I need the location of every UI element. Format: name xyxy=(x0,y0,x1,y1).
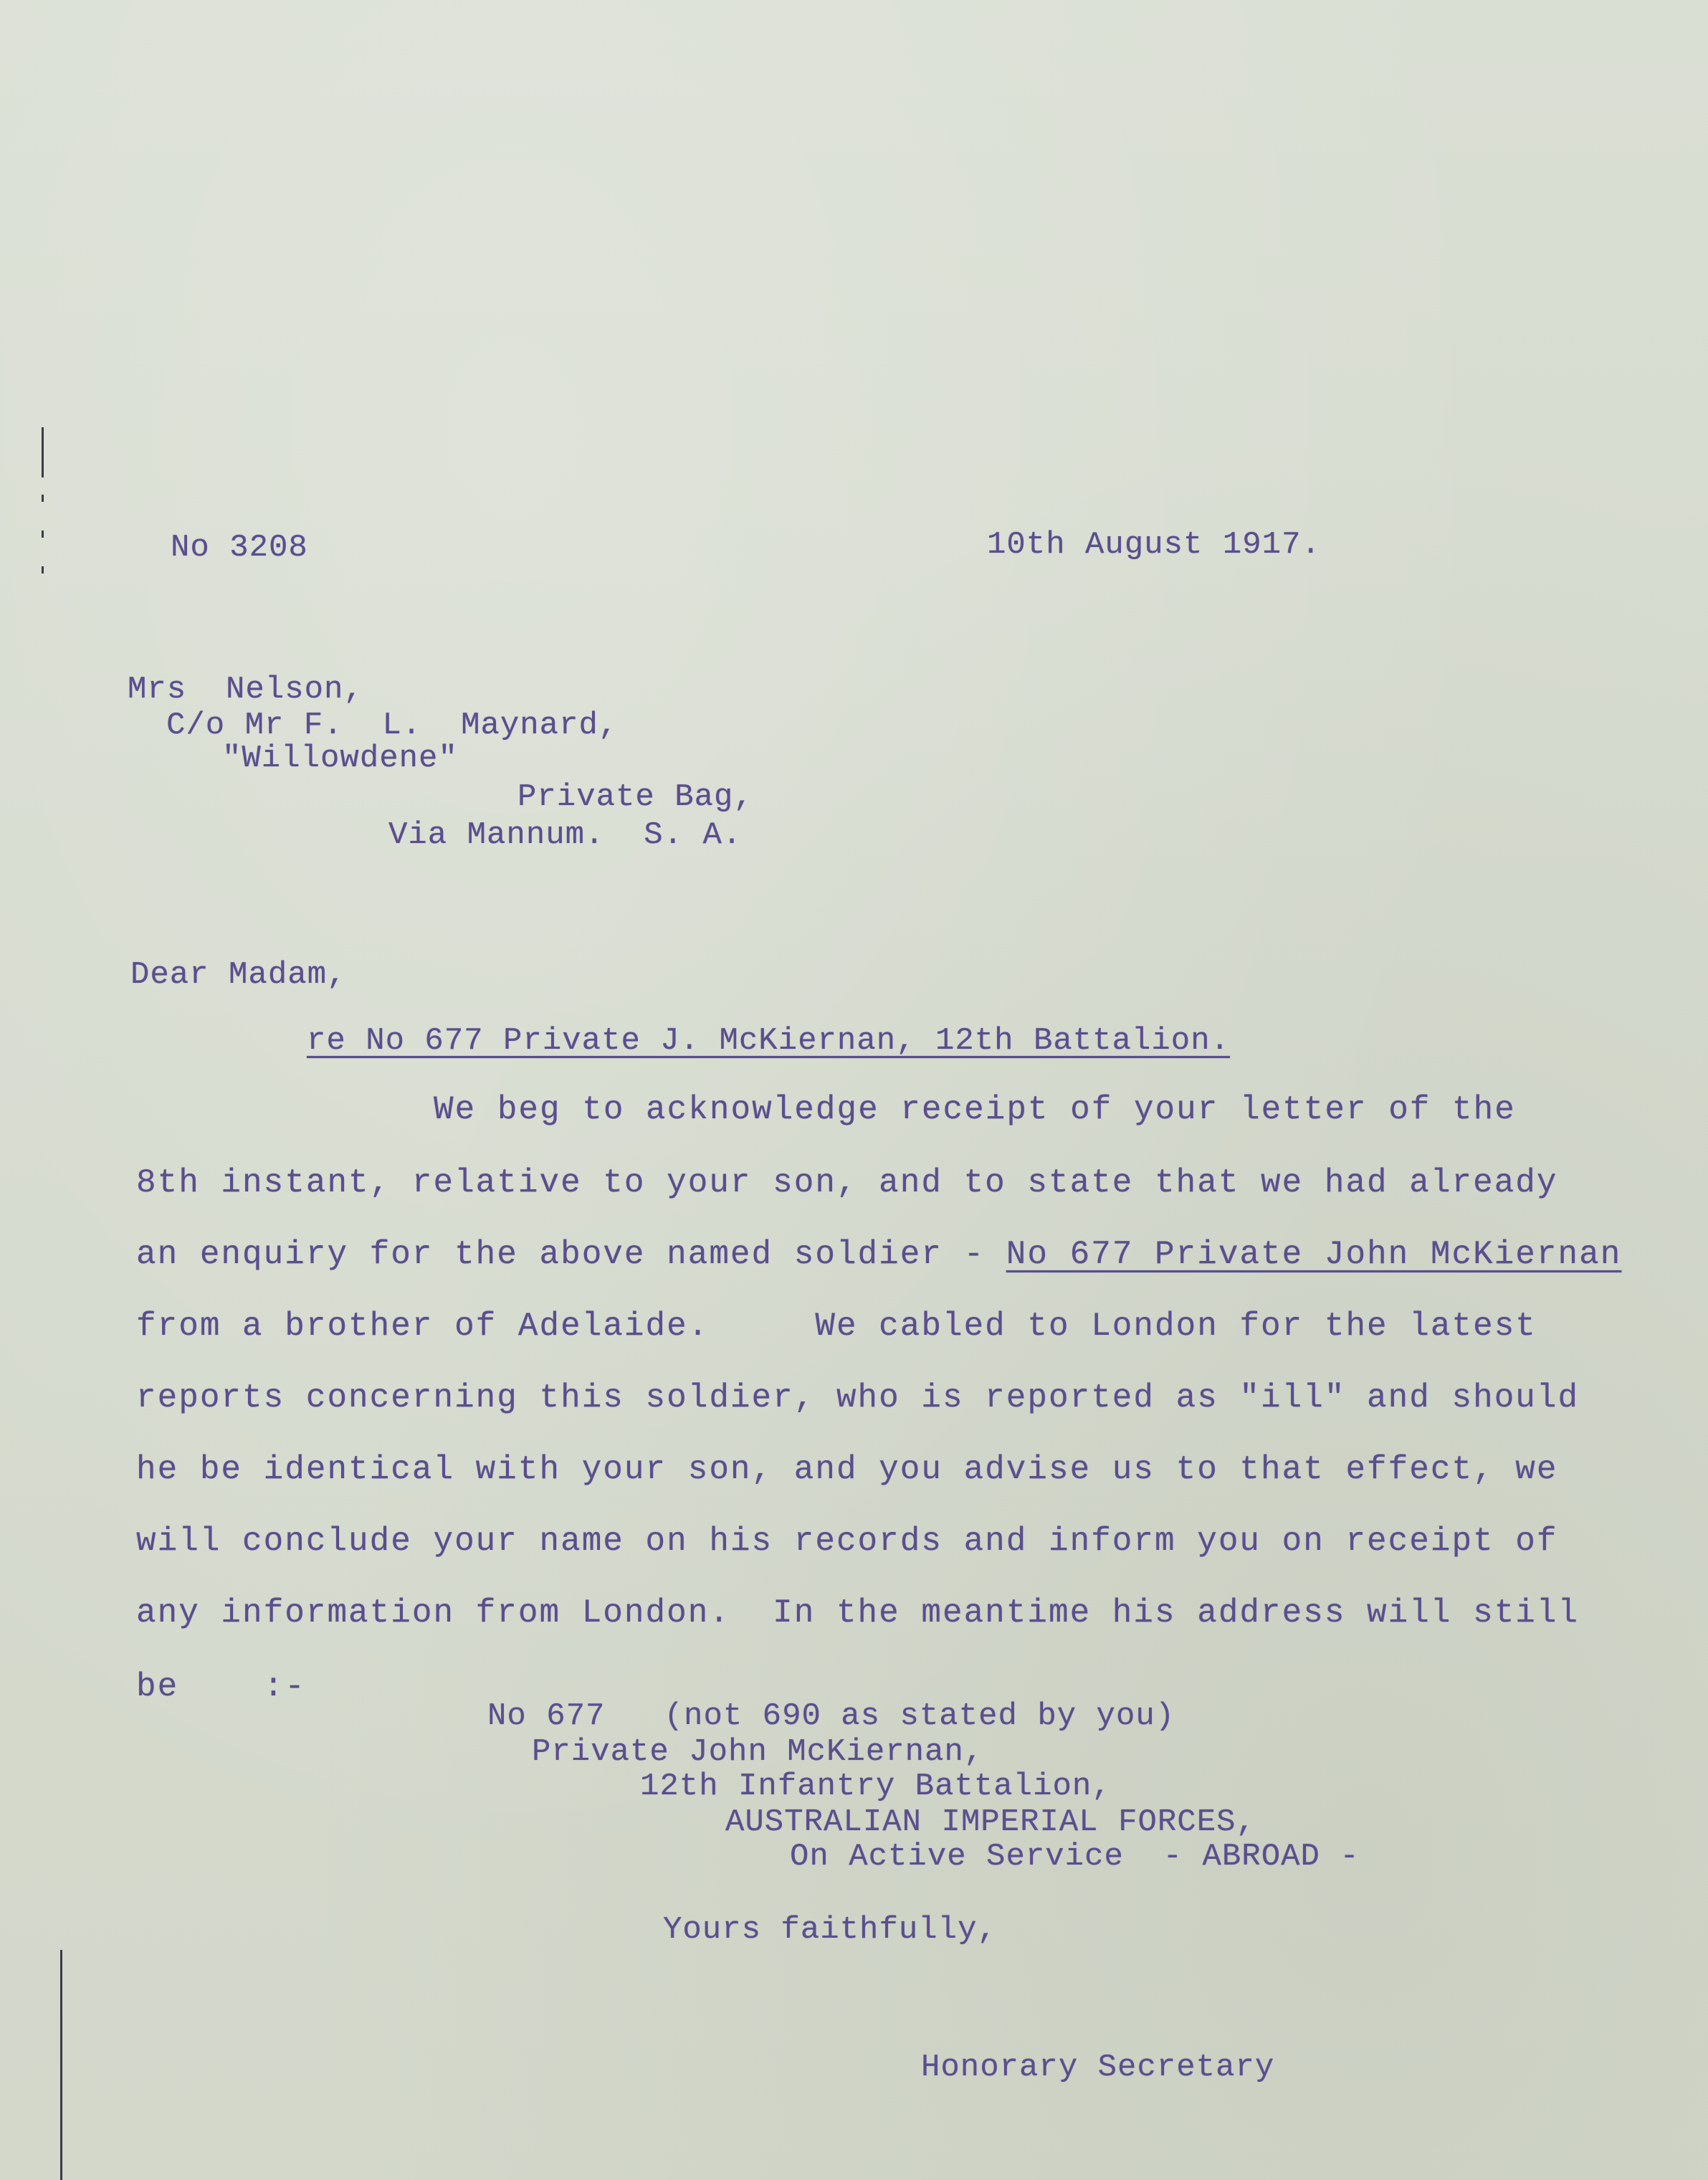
margin-mark-bottom xyxy=(60,1950,62,2180)
address-line: C/o Mr F. L. Maynard, xyxy=(166,708,619,743)
subject-line: re No 677 Private J. McKiernan, 12th Battalion. xyxy=(307,1023,1231,1059)
margin-mark-dot-2 xyxy=(42,530,44,538)
soldier-address-line: On Active Service - ABROAD - xyxy=(790,1839,1360,1875)
soldier-address-line: No 677 (not 690 as stated by you) xyxy=(487,1698,1175,1734)
body-line-text: an enquiry for the above named soldier - xyxy=(136,1236,1006,1273)
address-line: Via Mannum. S. A. xyxy=(388,817,743,853)
reference-number: No 3208 xyxy=(171,530,308,566)
signature-title: Honorary Secretary xyxy=(921,2050,1275,2085)
margin-mark-top xyxy=(42,427,44,477)
margin-mark-dot-3 xyxy=(42,566,44,573)
body-line xyxy=(136,1238,1621,1271)
soldier-address-line: Private John McKiernan, xyxy=(532,1734,984,1770)
closing: Yours faithfully, xyxy=(663,1912,997,1948)
margin-mark-dot-1 xyxy=(42,495,44,502)
salutation: Dear Madam, xyxy=(130,957,347,993)
soldier-address-line: 12th Infantry Battalion, xyxy=(640,1769,1112,1804)
body-line: any information from London. In the meantime his address will still xyxy=(136,1594,1580,1632)
address-line: Private Bag, xyxy=(517,779,753,815)
body-line: he be identical with your son, and you advise us to that effect, we xyxy=(136,1451,1558,1488)
soldier-address-line: AUSTRALIAN IMPERIAL FORCES, xyxy=(725,1804,1256,1840)
body-line: reports concerning this soldier, who is reported as "ill" and should xyxy=(136,1379,1580,1417)
body-line: will conclude your name on his records and inform you on receipt of xyxy=(136,1523,1558,1560)
address-line: Mrs Nelson, xyxy=(128,672,363,708)
body-line: be :- xyxy=(136,1668,306,1705)
letter-date: 10th August 1917. xyxy=(987,527,1321,563)
body-line: from a brother of Adelaide. We cabled to London for the latest xyxy=(136,1308,1537,1345)
body-line: 8th instant, relative to your son, and to state that we had already xyxy=(136,1164,1558,1201)
body-line: We beg to acknowledge receipt of your letter of the xyxy=(434,1091,1516,1128)
address-line: "Willowdene" xyxy=(222,741,458,776)
soldier-reference-underlined: No 677 Private John McKiernan xyxy=(1006,1236,1622,1273)
